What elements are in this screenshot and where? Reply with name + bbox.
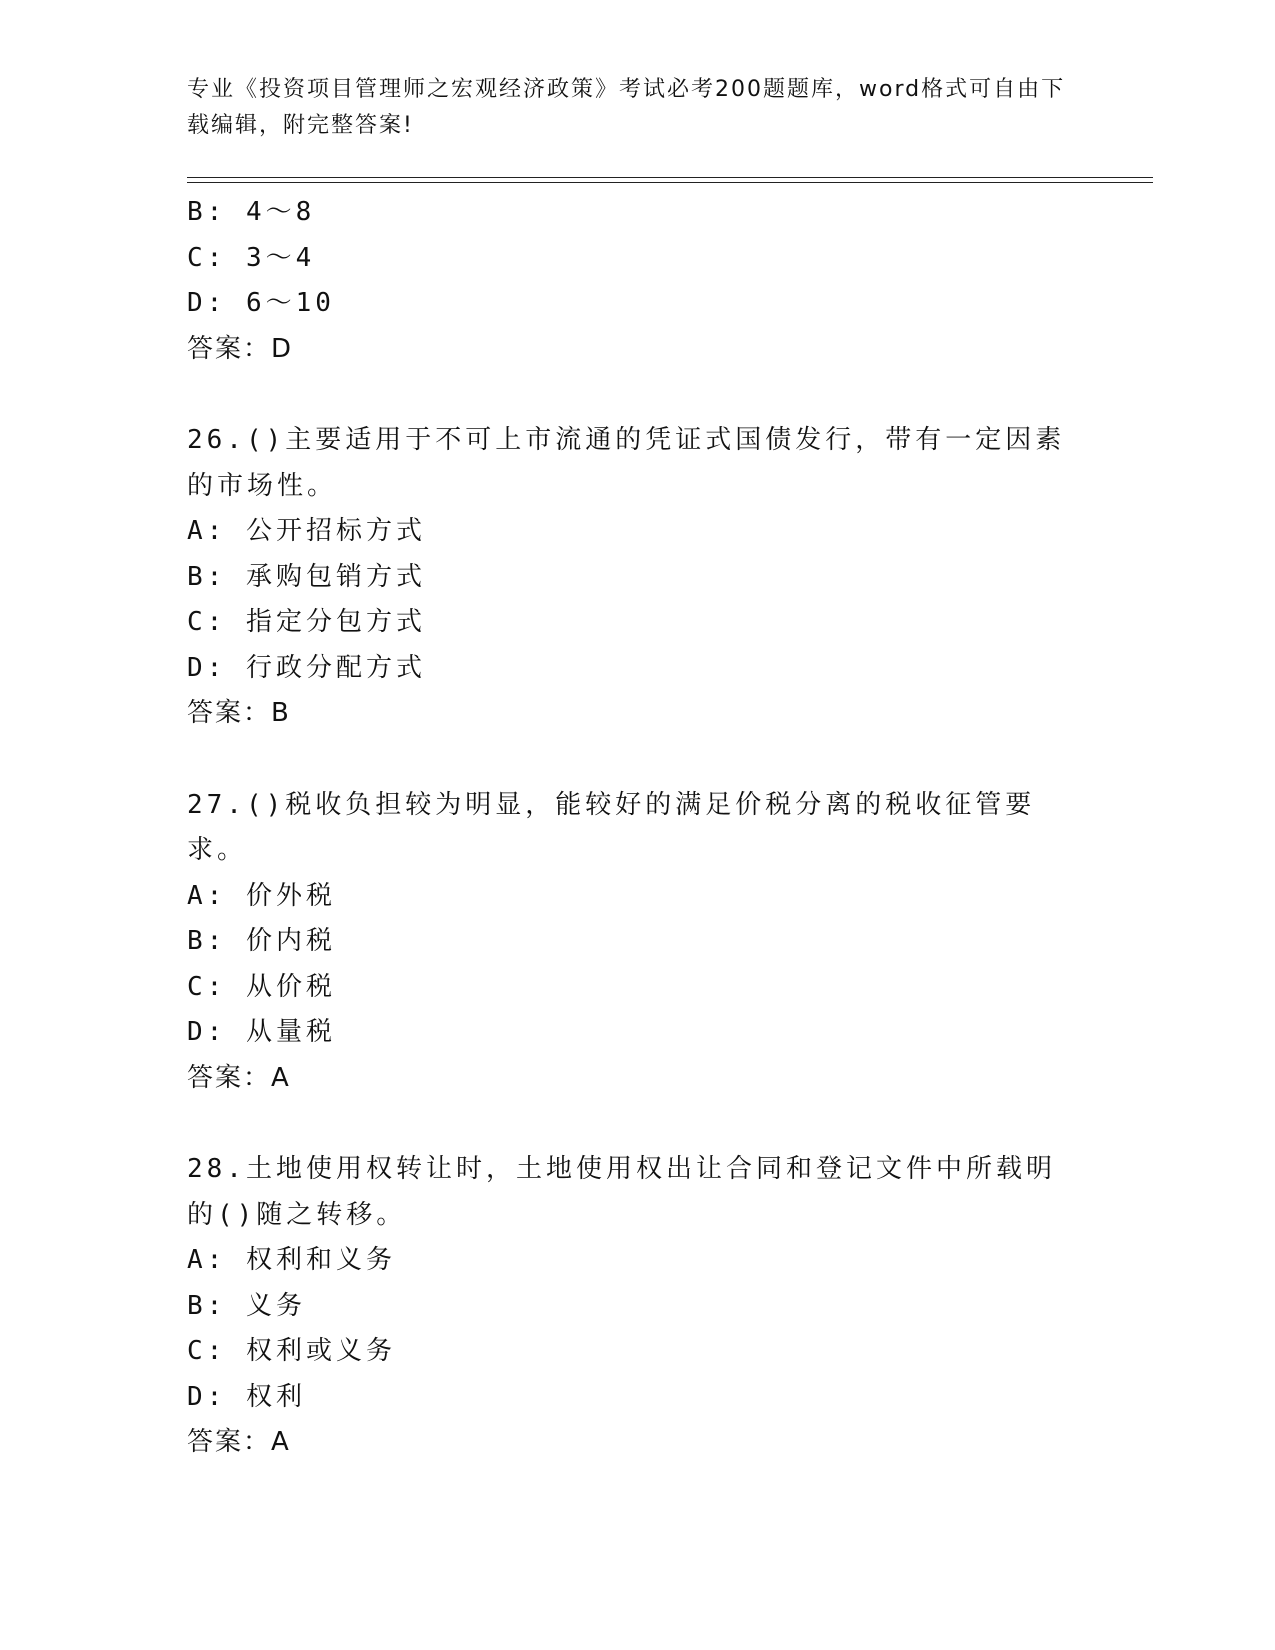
spacer — [187, 737, 1067, 783]
option-d: D: 权利 — [187, 1381, 306, 1412]
option-b: B: 4～8 — [187, 197, 316, 227]
option-a: A: 权利和义务 — [187, 1245, 396, 1275]
option-a: A: 价外税 — [187, 880, 336, 911]
option-b: B: 价内税 — [187, 926, 336, 956]
option-d: D: 6～10 — [187, 288, 335, 318]
spacer — [187, 372, 1067, 418]
spacer — [187, 1101, 1067, 1147]
option-c: C: 指定分包方式 — [187, 607, 426, 637]
question-stem: 26.()主要适用于不可上市流通的凭证式国债发行，带有一定因素的市场性。 — [187, 425, 1066, 501]
header-divider-bottom — [187, 182, 1153, 183]
answer-line: 答案：A — [187, 1427, 291, 1457]
option-b: B: 承购包销方式 — [187, 561, 426, 592]
question-stem: 27.()税收负担较为明显，能较好的满足价税分离的税收征管要求。 — [187, 789, 1036, 865]
document-header: 专业《投资项目管理师之宏观经济政策》考试必考200题题库，word格式可自由下载编辑，附完整答案! — [187, 77, 1066, 138]
option-c: C: 权利或义务 — [187, 1336, 396, 1366]
question-stem: 28.土地使用权转让时，土地使用权出让合同和登记文件中所载明的()随之转移。 — [187, 1154, 1056, 1230]
question-28 — [187, 1147, 1067, 1466]
option-c: C: 从价税 — [187, 971, 336, 1002]
question-26 — [187, 418, 1067, 737]
option-d: D: 行政分配方式 — [187, 652, 426, 683]
question-continued — [187, 190, 1067, 372]
answer-line: 答案：B — [187, 698, 291, 728]
option-a: A: 公开招标方式 — [187, 516, 426, 546]
question-list — [187, 190, 1067, 1466]
answer-line: 答案：A — [187, 1062, 291, 1093]
answer-line: 答案：D — [187, 333, 294, 364]
option-b: B: 义务 — [187, 1290, 306, 1321]
option-d: D: 从量税 — [187, 1017, 336, 1047]
header-divider-top — [187, 177, 1153, 178]
question-27 — [187, 783, 1067, 1102]
option-c: C: 3～4 — [187, 242, 316, 273]
